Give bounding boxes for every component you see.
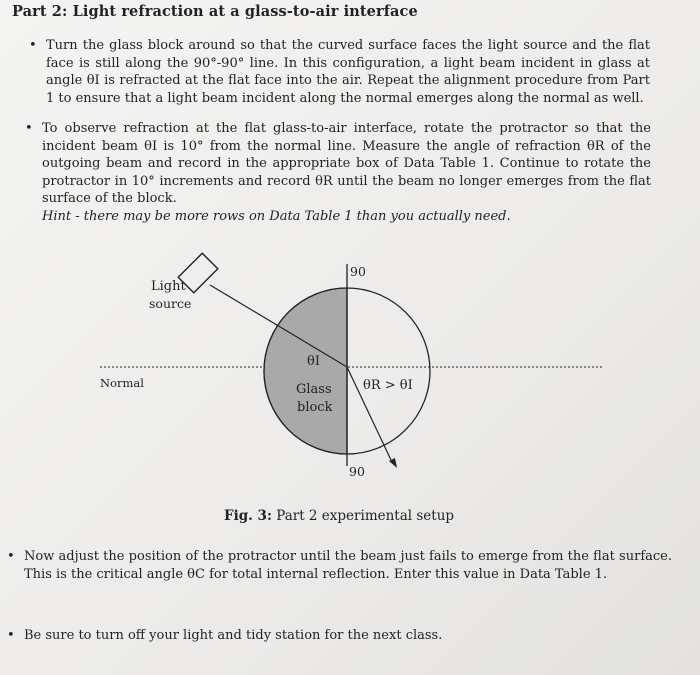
bullet-tidy-station: [7, 627, 672, 645]
normal-label: Normal: [100, 376, 144, 390]
figure-caption-text: Part 2 experimental setup: [276, 508, 455, 524]
bullet-text: Be sure to turn off your light and tidy station for the next class.: [24, 628, 443, 643]
top-90-label: 90: [350, 264, 366, 279]
glass-block-shape: [264, 288, 347, 454]
theta-i-label: θI: [307, 354, 320, 369]
bullet-text: To observe refraction at the flat glass-to-air interface, rotate the protractor so that the incident beam θI is 10° from the normal line. Measure the angle of refraction θR of the outgoing beam and record in the appropriate box of Data Table 1. Continue to rotate the protractor in 10° increments and record θR until the beam no longer emerges from the flat surface of the block.: [42, 121, 651, 206]
glass-label: Glass: [296, 382, 332, 397]
bullet-dot-icon: •: [29, 38, 37, 53]
bullet-dot-icon: •: [25, 121, 33, 136]
bullet-critical-angle: [7, 548, 672, 584]
figure-number: Fig. 3:: [224, 508, 272, 524]
bullet-text: Now adjust the position of the protractor until the beam just fails to emerge from the flat surface. This is the critical angle θC for total internal reflection. Enter this value in Data Table 1.: [24, 549, 672, 582]
bullet-text: Turn the glass block around so that the curved surface faces the light source and the flat face is still along the 90°-90° line. In this configuration, a light beam incident in glass at angle θI is refracted at the flat face into the air. Repeat the alignment procedure from Part 1 to ensure that a light beam incident along the normal emerges along the normal as well.: [46, 38, 650, 106]
figure-caption: [224, 508, 454, 524]
section-heading: Part 2: Light refraction at a glass-to-air interface: [12, 3, 418, 20]
bottom-90-label: 90: [349, 464, 365, 479]
bullet-dot-icon: •: [7, 628, 15, 643]
hint-text: Hint - there may be more rows on Data Table 1 than you actually need.: [42, 208, 511, 224]
theta-relation-label: θR > θI: [363, 378, 413, 393]
block-label: block: [297, 400, 333, 415]
source-label: source: [149, 296, 192, 311]
bullet-dot-icon: •: [7, 549, 15, 564]
light-label: Light: [151, 279, 186, 294]
